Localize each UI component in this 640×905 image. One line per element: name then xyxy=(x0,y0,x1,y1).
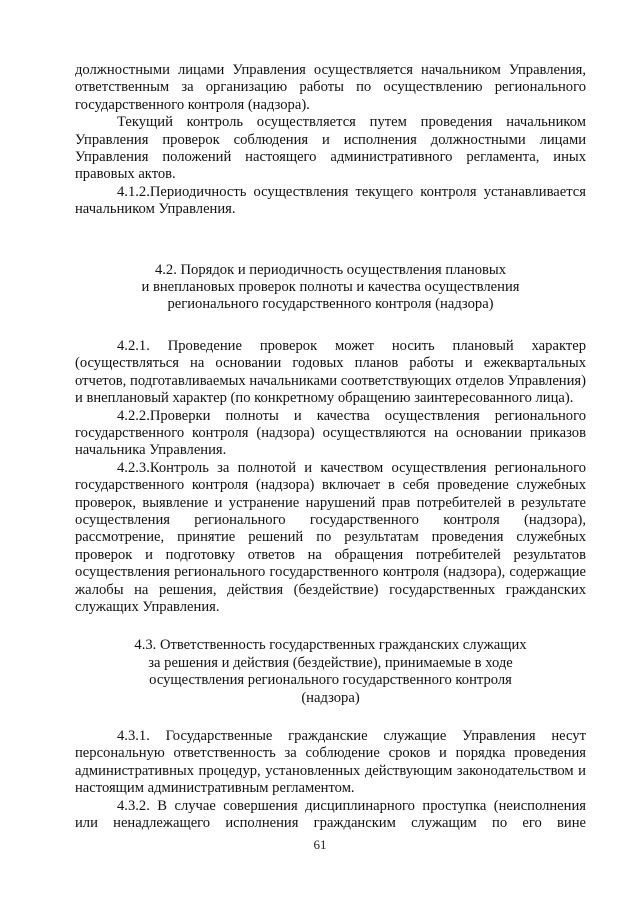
paragraph-4-2-1: 4.2.1. Проведение проверок может носить плановый характер (осуществляться на основании годовых планов работы и ежеквартальных отчетов, подготавливаемых начальниками соответствующих отделов Управления) и внеплановый характер (по конкретному обращению заинтересованного лица). xyxy=(75,337,586,407)
section-heading-4-3 xyxy=(75,637,586,707)
heading-line: 4.3. Ответственность государственных гражданских служащих xyxy=(134,637,527,654)
section-heading-4-2 xyxy=(75,262,586,314)
heading-line: регионального государственного контроля (надзора) xyxy=(167,296,494,313)
paragraph-4-2-2: 4.2.2.Проверки полноты и качества осуществления регионального государственного контроля (надзора) осуществляются на основании приказов начальника Управления. xyxy=(75,407,586,459)
paragraph-continuation: должностными лицами Управления осуществляется начальником Управления, ответственным за организацию работы по осуществлению регионального государственного контроля (надзора). xyxy=(75,62,586,113)
page-number: 61 xyxy=(313,837,327,852)
paragraph-4-1-2: 4.1.2.Периодичность осуществления текущего контроля устанавливается начальником Управления. xyxy=(75,183,586,218)
heading-line: осуществления регионального государственного контроля xyxy=(149,672,512,689)
page-body xyxy=(75,62,586,832)
paragraph-4-2-3: 4.2.3.Контроль за полнотой и качеством осуществления регионального государственного контроля (надзора) включает в себя проведение служебных проверок, выявление и устранение нарушений прав потребителей в результате осуществления регионального государственного контроля (надзора), рассмотрение, принятие решений по результатам проведения служебных проверок и подготовку ответов на обращения потребителей результатов осуществления регионального государственного контроля (надзора), содержащие жалобы на решения, действия (бездействие) государственных гражданских служащих Управления. xyxy=(75,459,586,615)
heading-line: и внеплановых проверок полноты и качества осуществления xyxy=(141,279,520,296)
paragraph-4-3-2: 4.3.2. В случае совершения дисциплинарного проступка (неисполнения или ненадлежащего исполнения гражданским служащим по его вине xyxy=(75,797,586,832)
heading-line: за решения и действия (бездействие), принимаемые в ходе xyxy=(148,654,513,671)
paragraph-4-3-1: 4.3.1. Государственные гражданские служащие Управления несут персональную ответственность за соблюдение сроков и порядка проведения административных процедур, установленных действующим законодательством и настоящим административным регламентом. xyxy=(75,728,586,797)
paragraph-current-control: Текущий контроль осуществляется путем проведения начальником Управления проверок соблюдения и исполнения должностными лицами Управления положений настоящего административного регламента, иных правовых актов. xyxy=(75,114,586,183)
heading-line: (надзора) xyxy=(301,689,360,706)
heading-line: 4.2. Порядок и периодичность осуществления плановых xyxy=(154,261,507,278)
